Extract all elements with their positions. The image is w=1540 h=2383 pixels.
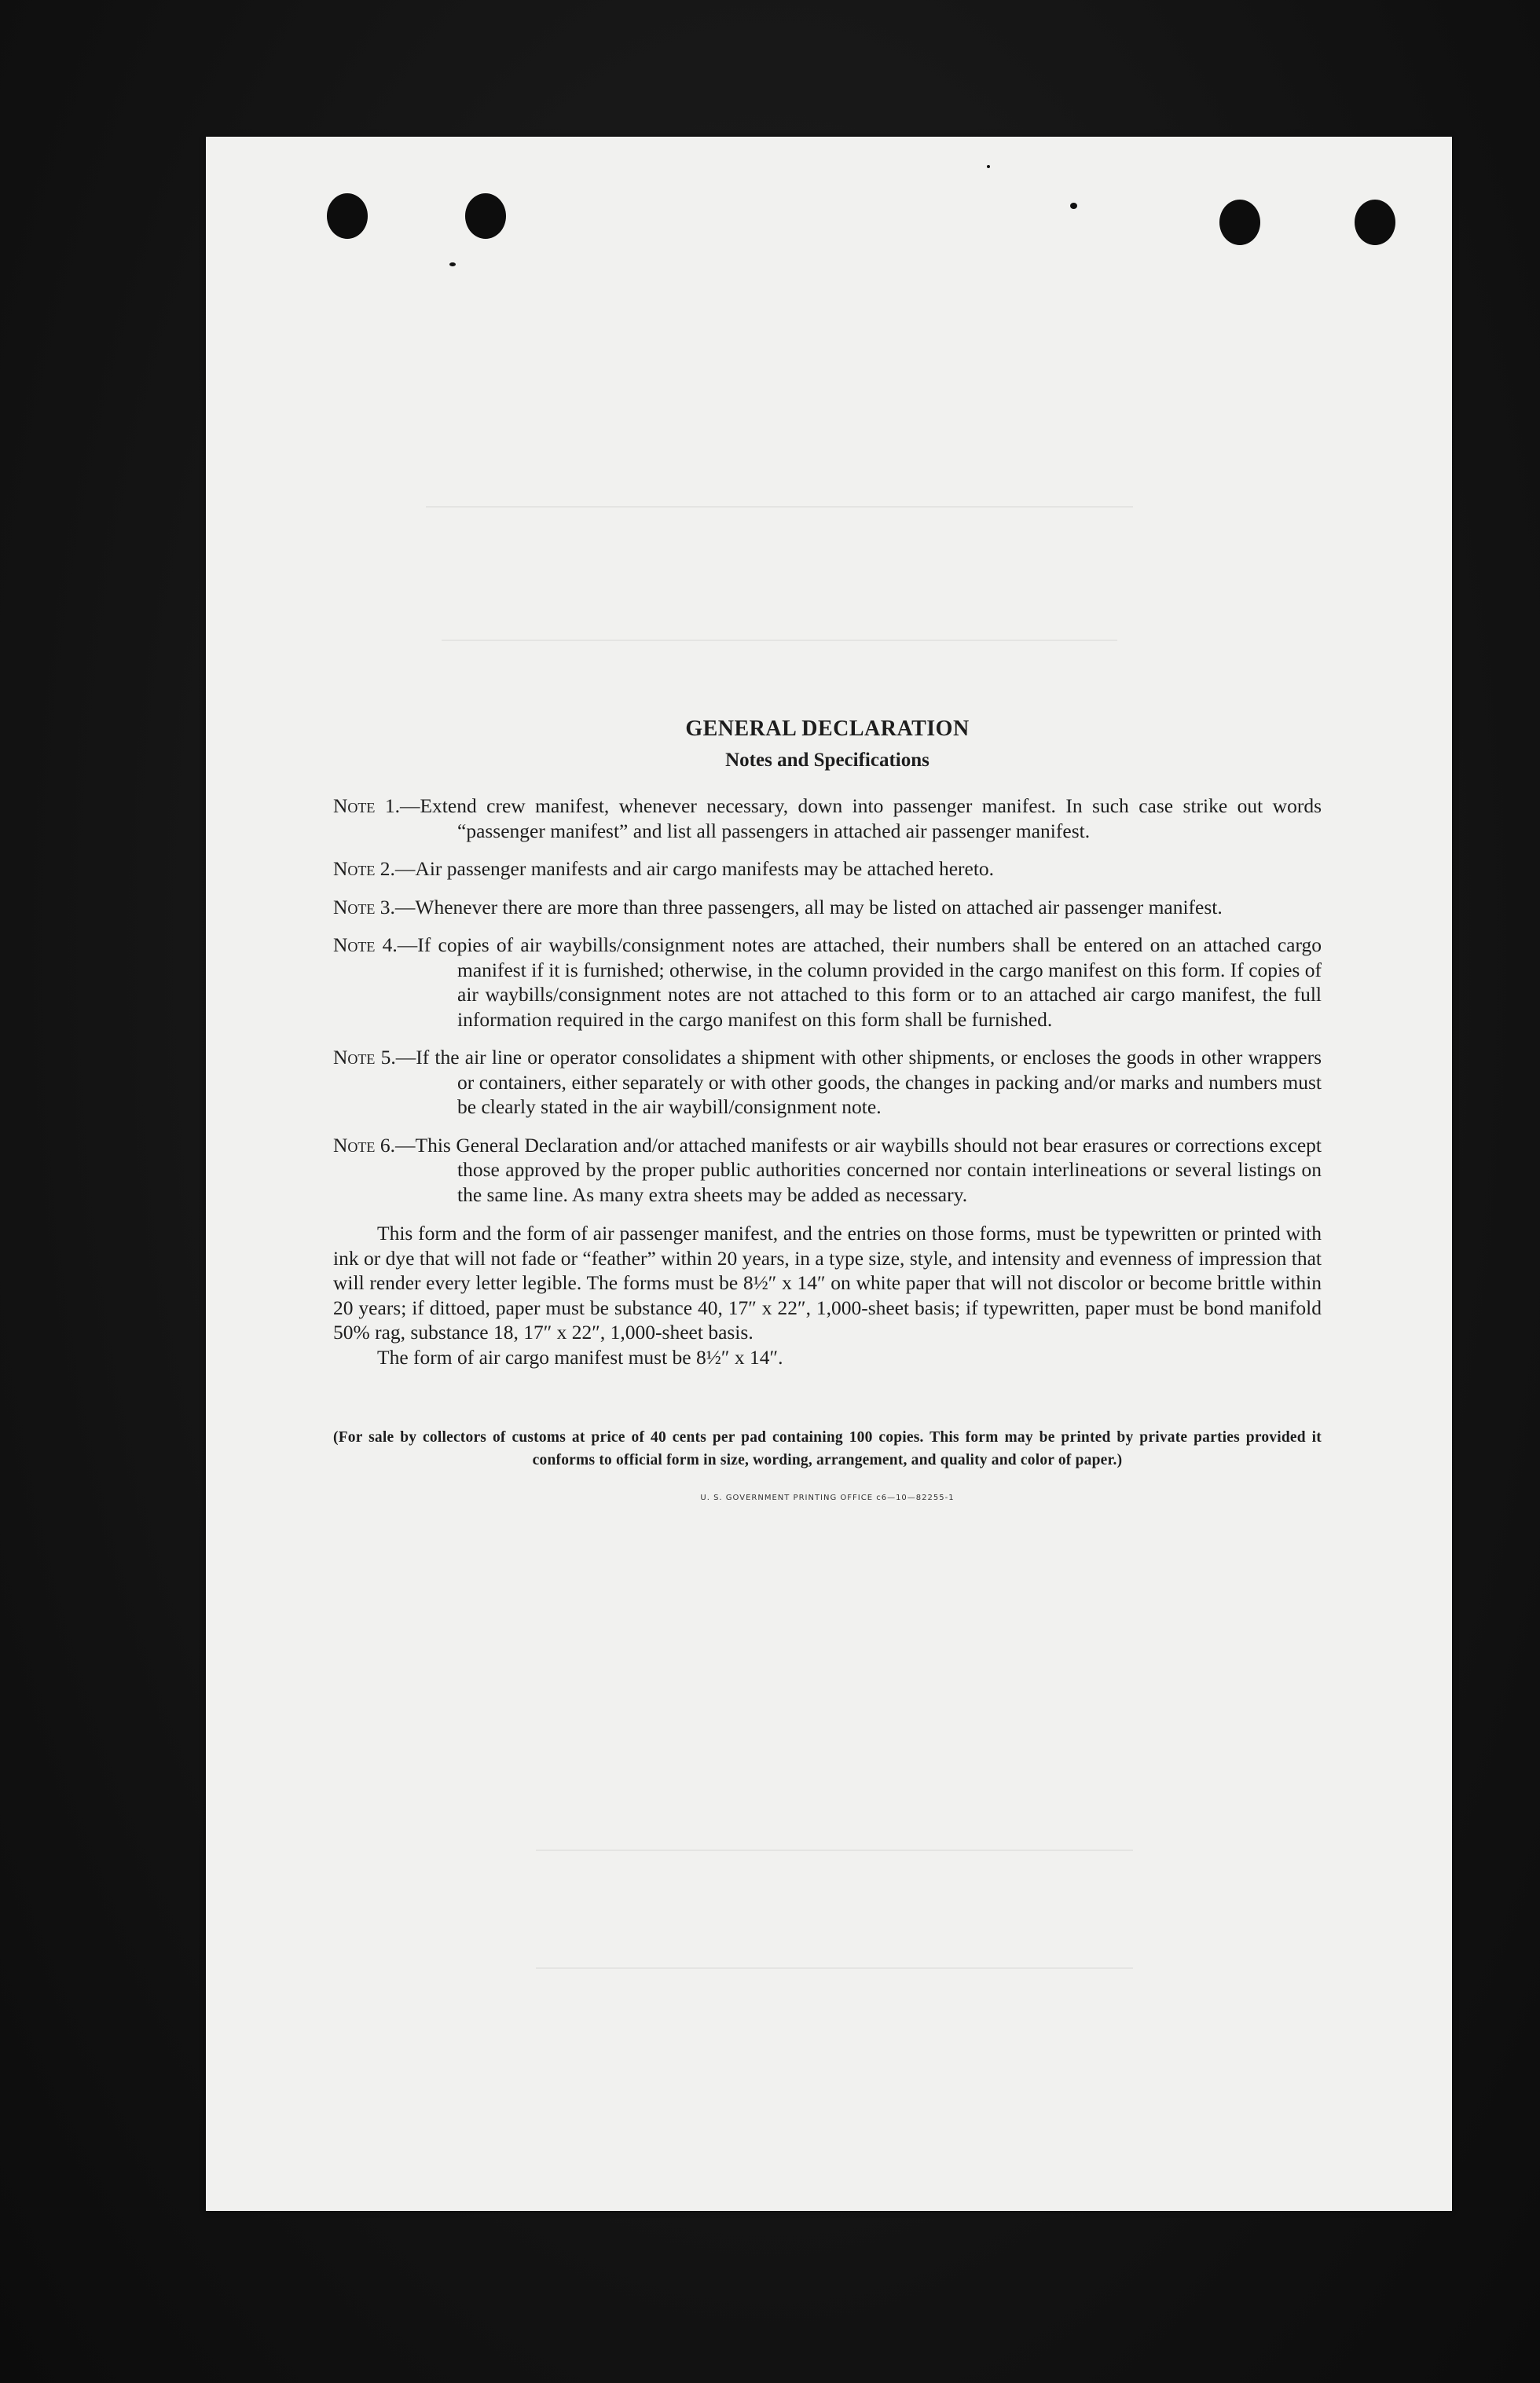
- note-label: Note 1.: [333, 794, 400, 817]
- specifications-paragraph: This form and the form of air passenger manifest, and the entries on those forms, must be typewritten or printed with ink or dye that will not fade or “feather” within 20 years, in a type size, style, and intensity and evenness of impression that will render every letter legible. The forms must be 8½″ x 14″ on white paper that will not discolor or become brittle within 20 years; if dittoed, paper must be substance 40, 17″ x 22″, 1,000-sheet basis; if typewritten, paper must be bond manifold 50% rag, substance 18, 17″ x 22″, 1,000-sheet basis.: [333, 1222, 1322, 1344]
- note-label: Note 4.: [333, 933, 398, 956]
- sale-notice: (For sale by collectors of customs at price of 40 cents per pad containing 100 copies. This form may be printed by private parties provided it conforms to official form in size, wording, arrangement, and quality and color of paper.): [333, 1429, 1322, 1468]
- bleed-through-line: [536, 1967, 1133, 1969]
- bleed-through-line: [426, 506, 1133, 508]
- note-label: Note 3.: [333, 895, 395, 918]
- note-text: —If copies of air waybills/consignment notes are attached, their numbers shall be entered on an attached cargo manifest if it is furnished; otherwise, in the column provided in the cargo manifest on this form. If copies of air waybills/consignment notes are not attached to this form or to an attached air cargo manifest, the full information required in the cargo manifest on this form shall be furnished.: [397, 933, 1322, 1031]
- bleed-through-line: [442, 640, 1117, 641]
- note-text: —If the air line or operator consolidates a shipment with other shipments, or encloses the goods in other wrappers or containers, either separately or with other goods, the changes in packing and/or marks and numbers must be clearly stated in the air waybill/consignment note.: [395, 1046, 1322, 1118]
- printer-line: U. S. GOVERNMENT PRINTING OFFICE c6—10—82255-1: [700, 1494, 955, 1502]
- note-6: [333, 1133, 1322, 1208]
- bleed-through-line: [536, 1850, 1133, 1851]
- punch-hole-left-2: [465, 193, 506, 239]
- notes-and-specifications: [333, 717, 1322, 1502]
- note-label: Note 6.: [333, 1133, 396, 1157]
- punch-hole-left-1: [327, 193, 368, 239]
- note-2: [333, 856, 1322, 882]
- film-speck: [1070, 203, 1077, 209]
- punch-hole-right-2: [1355, 200, 1395, 245]
- note-text: —Air passenger manifests and air cargo manifests may be attached hereto.: [394, 857, 995, 880]
- page-subtitle: Notes and Specifications: [725, 750, 930, 771]
- film-speck: [449, 262, 456, 266]
- note-text: —Whenever there are more than three passengers, all may be listed on attached air passenger manifest.: [394, 895, 1223, 918]
- note-1: [333, 794, 1322, 843]
- note-5: [333, 1045, 1322, 1120]
- note-text: —Extend crew manifest, whenever necessary, down into passenger manifest. In such case strike out words “passenger manifest” and list all passengers in attached air passenger manifest.: [399, 794, 1322, 842]
- note-label: Note 5.: [333, 1046, 396, 1069]
- note-3: [333, 895, 1322, 920]
- note-label: Note 2.: [333, 857, 395, 880]
- cargo-manifest-size: The form of air cargo manifest must be 8½″ x 14″.: [377, 1345, 783, 1369]
- page-title: GENERAL DECLARATION: [685, 717, 970, 741]
- note-4: [333, 933, 1322, 1032]
- punch-hole-right-1: [1219, 200, 1260, 245]
- note-text: —This General Declaration and/or attached manifests or air waybills should not bear erasures or corrections except those approved by the proper public authorities concerned nor contain interlineations or several listings on the same line. As many extra sheets may be added as necessary.: [395, 1133, 1322, 1206]
- film-speck: [987, 165, 990, 168]
